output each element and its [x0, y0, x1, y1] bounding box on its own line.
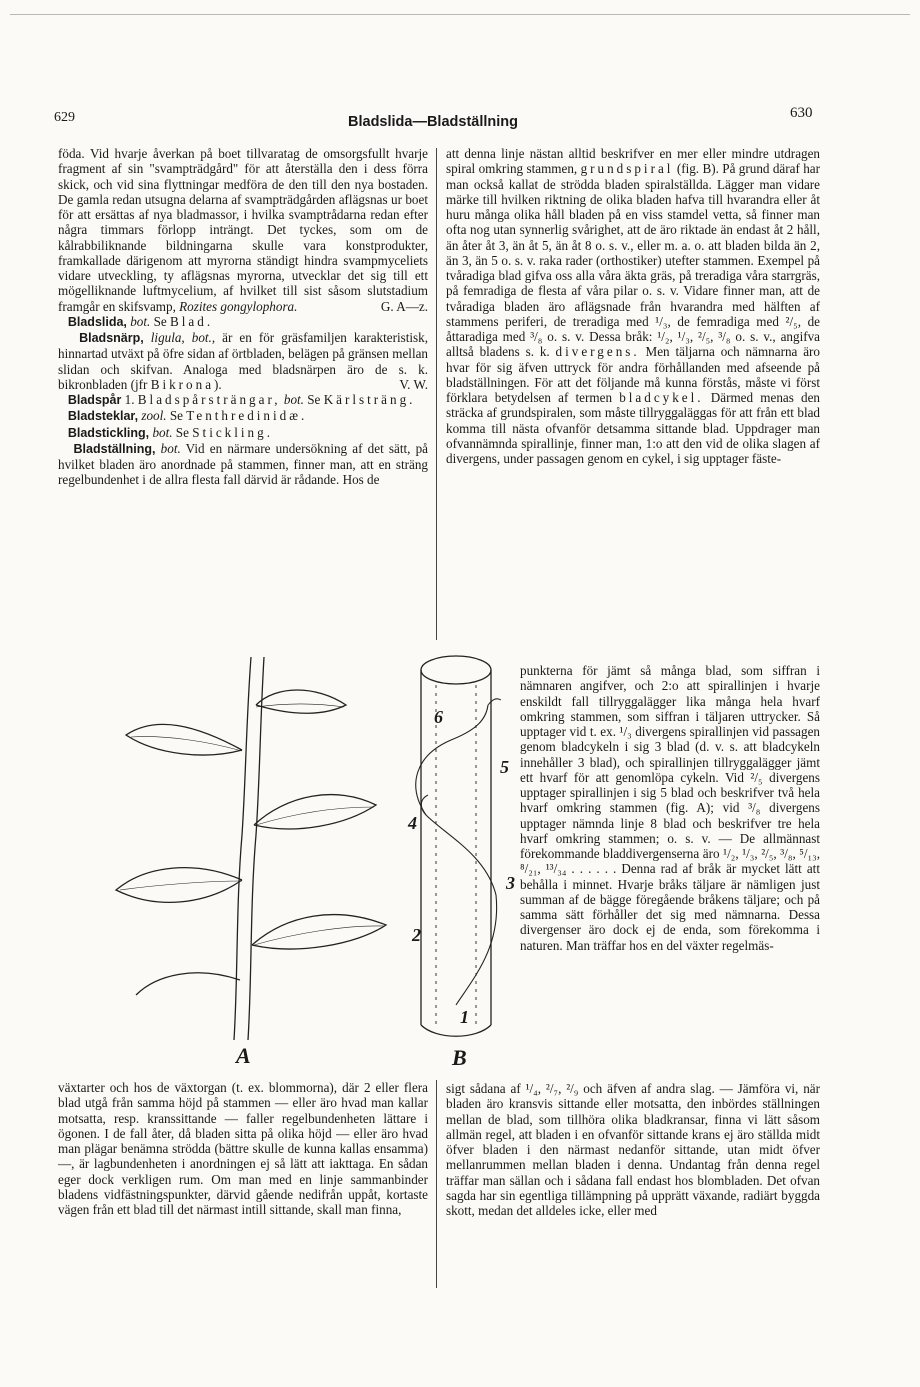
- entry-bladsnarp: Bladsnärp, ligula, bot., är en för gräsfamiljen karakteristisk, hinnartad utväxt på öfre sidan af örtbladen, belägen på gränsen mellan slidan och skifvan. Analoga med bladsnärpen äro de s. k. bikronbladen (jfr Bikrona). V. W.: [58, 330, 428, 392]
- top-rule: [10, 14, 910, 15]
- botanical-illustration: [56, 645, 526, 1075]
- paragraph-stroedda-blad: växtarter och hos de växtorgan (t. ex. blommorna), där 2 eller flera blad utgå från samma höjd på stammen — eller äro hvad man kallar motsatta, resp. kranssittande — faller regelbundenheten lättare i ögonen. I de fall åter, då bladen sitta på olika höjd — eller äro hvad man plägar benämna strödda (bättre skulle de kunna kallas ensamma) —, är lagbundenheten i anordningen ej så lätt att iakttaga. En sådan eger dock verkligen rum. Om man med en linje sammanbinder bladens vidfästningspunkter, därvid gående nedifrån uppåt, kortaste vägen från ett blad till det närmast intill sittande, skall man finna,: [58, 1080, 428, 1217]
- figure-label-a: A: [236, 1043, 251, 1068]
- column-left-bottom: [58, 1080, 428, 1217]
- paragraph-svampodling: föda. Vid hvarje åverkan på boet tillvaratag de omsorgsfullt hvarje fragment af sin "svampträdgård" för att återställa den i dess förra skick, och vid sina flyttningar medföra de den till den nya bostaden. De gamla redan utsugna delarna af svampträdgården aflägsnas ur boet för att ersättas af nya bladmassor, i hvilka svamptrådarna redan efter några timmars förlopp inträngt. Det tyckes, som om de kålrabbiliknande bildningarna skulle vara konstprodukter, framkallade därigenom att myrorna ständigt hindra svampmyceliets vidare utveckling, ty aflägsnas myrorna, utvecklar det sig till ett mögelliknande luftmycelium, af hvilket till sist såsom slutstadium framgår en skifsvamp, Rozites gongylophora. G. A—z.: [58, 146, 428, 314]
- figure-number-4: 4: [408, 813, 417, 833]
- column-divider-top: [436, 148, 437, 640]
- page-number-left: 629: [54, 110, 75, 125]
- signature: V. W.: [399, 376, 428, 392]
- paragraph-kransar: sigt sådana af ¹/₄, ²/₇, ²/₉ och äfven af andra slag. — Jämföra vi, när bladen äro kransvis sittande eller motsatta, den inbördes ställningen mellan de blad, som tillhöra olika bladkransar, finna vi lätt såsom allmän regel, att bladen i en ofvanför sittande krans ej äro ställda midt öfver bladen i den närmast nedanför sittande, utan midt öfver mellanrummen mellan bladen i denna. Undantag från denna regel träffar man sällan och i sådana fall endast hos blombladen. Det ofvan sagda har sin egentliga tillämpning på upprätt växande, radiärt byggda skott, medan det alldeles icke, eller med: [446, 1081, 820, 1218]
- page-title: Bladslida—Bladställning: [348, 114, 518, 130]
- column-left: [58, 146, 428, 488]
- figure-number-1: 1: [460, 1007, 469, 1027]
- figure-number-5: 5: [500, 757, 509, 777]
- paragraph-grundspiral: att denna linje nästan alltid beskrifver en mer eller mindre utdragen spiral omkring stammen, grundspiral (fig. B). På grund däraf har man också kallat de strödda bladen spiralställda. Lägger man vidare märke till hvilken riktning de olika bladen hafva till hvarandra eller åt huru många olika håll bladen på en viss stamdel vetta, så finner man ofta nog utan synnerlig svårighet, att de äro riktade än endast åt 2 håll, än åter åt 3, än åt 5, än åt 8 o. s. v., eller m. a. o. att bladen bilda än 2, än 3, än 5 o. s. v. raka rader (orthostiker) utefter stammen. Exempel på tvåradiga blad gifva oss alla våra äkta gräs, på treradiga våra starrgräs, på femradiga de flesta af våra pilar o. s. v. Vidare finner man, att de tvåradiga bladen äro aflägsnade från hvarandra med hälften af stammens periferi, de treradiga med ¹/₃, de femradiga med ²/₅, de åttaradiga med ³/₈ o. s. v. Dessa bråk: ¹/₂, ¹/₃, ²/₅, ³/₈ o. s. v., angifva alltså bladens s. k. divergens. Men täljarna och nämnarna äro hvar för sig äfven uttryck för andra förhållanden med afseende på bladställningen. För att det följande må kunna förstås, måste vi först förklara betydelsen af termen bladcykel. Därmed menas den sträcka af grundspiralen, som måste tillryggaläggas för att från ett blad komma till nästa ofvanför detsamma sittande blad. Uppdrager man ofvannämnda spirallinje, finner man, 1:o att den vid de olika slagen af divergens, under passagen genom en cykel, i sig upptager fäste-: [446, 146, 820, 466]
- figure-b-cylinder: [416, 656, 501, 1036]
- figure-label-b: B: [452, 1045, 467, 1070]
- entry-bladspar: Bladspår 1. Bladspårsträngar, bot. Se Kärlsträng.: [67, 392, 416, 407]
- signature: G. A—z.: [380, 298, 428, 314]
- figure-leaf-arrangement: [56, 645, 526, 1075]
- paragraph-divergens: punkterna för jämt så många blad, som siffran i nämnaren angifver, och 2:o att spirallinjen i hvarje enskildt fall tillryggalägger lika många hela hvarf omkring stammen, som siffran i täljaren uttrycker. Så upptager vid t. ex. ¹/₃ divergens spirallinjen vid passagen genom bladcykeln i sig 3 blad (d. v. s. att bladcykeln innehåller 3 blad), och spirallinjen tillryggalägger jämt ett hvarf för att genomlöpa cykeln. Vid ²/₅ divergens upptager spirallinjen i sig 5 blad och beskrifver två hela hvarf omkring stammen (fig. A); vid ³/₈ divergens upptager nämnda linje 8 blad och beskrifver tre hela hvarf omkring stammen; o. s. v. — De allmännast förekommande bladdivergenserna äro ¹/₂, ¹/₃, ²/₅, ³/₈, ⁵/₁₃, ⁸/₂₁, ¹³/₃₄ . . . . . . Denna rad af bråk är mycket lätt att behålla i minnet. Hvarje bråks täljare är nämligen just summan af de bägge föregående bråkens täljare; och på samma sätt förhåller det sig med nämnarna. Dessa divergenser äro dock ej de enda, som förekomma i naturen. Man träffar hos en del växter regelmäs-: [520, 663, 820, 953]
- page-number-right: 630: [790, 105, 813, 121]
- figure-number-2: 2: [412, 925, 421, 945]
- column-right: [446, 146, 820, 466]
- figure-a-branch: [116, 657, 386, 1040]
- column-divider-bottom: [436, 1080, 437, 1288]
- column-right-bottom: [446, 1081, 820, 1218]
- column-right-beside-figure: [520, 663, 820, 953]
- entry-bladslida: Bladslida, bot. Se Blad.: [67, 313, 214, 329]
- figure-number-6: 6: [434, 707, 443, 727]
- entry-bladstickling: Bladstickling, bot. Se Stickling.: [67, 424, 273, 440]
- entry-bladstallning: Bladställning, bot. Vid en närmare undersökning af det sätt, på hvilket bladen äro anordnade på stammen, finner man, att en sträng regelbundenhet i de allra flesta fall därvid är rådande. Hos de: [58, 440, 428, 488]
- entry-bladsteklar: Bladsteklar, zool. Se Tenthredinidæ.: [67, 408, 308, 424]
- figure-number-3: 3: [506, 873, 515, 893]
